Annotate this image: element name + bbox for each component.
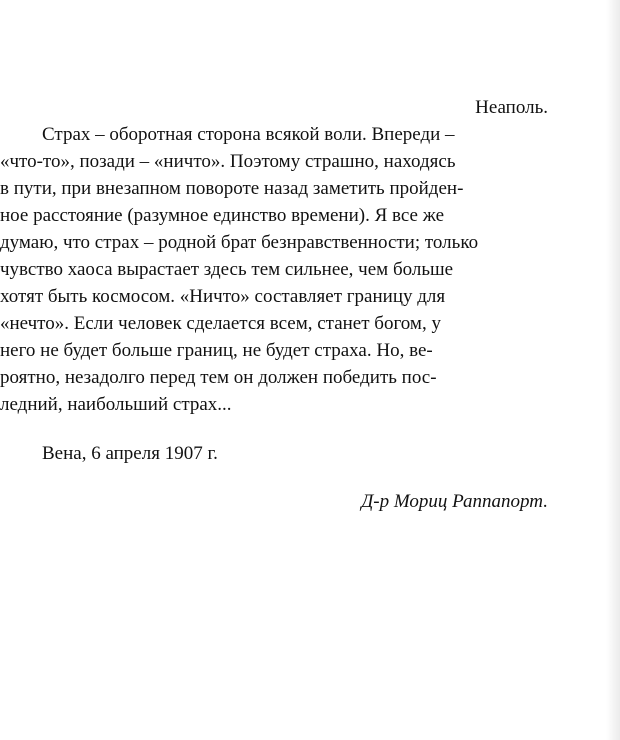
paragraph-line: «нечто». Если человек сделается всем, станет богом, у [0, 313, 441, 334]
dateline: Вена, 6 апреля 1907 г. [42, 443, 218, 464]
paragraph-line: Страх – оборотная сторона всякой воли. Впереди – [42, 124, 455, 145]
signature: Д-р Мориц Раппапорт. [361, 491, 548, 512]
paragraph-line: ледний, наибольший страх... [0, 394, 232, 415]
place-heading: Неаполь. [475, 97, 548, 118]
paragraph-line: него не будет больше границ, не будет страха. Но, ве- [0, 340, 433, 361]
paragraph-line: роятно, незадолго перед тем он должен победить пос- [0, 367, 437, 388]
page-edge-shadow [606, 0, 620, 740]
paragraph-line: хотят быть космосом. «Ничто» составляет границу для [0, 286, 446, 307]
paragraph-line: в пути, при внезапном повороте назад заметить пройден- [0, 178, 464, 199]
paragraph-line: чувство хаоса вырастает здесь тем сильнее, чем больше [0, 259, 454, 280]
paragraph-line: думаю, что страх – родной брат безнравственности; только [0, 232, 479, 253]
paragraph-line: ное расстояние (разумное единство времени). Я все же [0, 205, 445, 226]
paragraph-line: «что-то», позади – «ничто». Поэтому страшно, находясь [0, 151, 456, 172]
